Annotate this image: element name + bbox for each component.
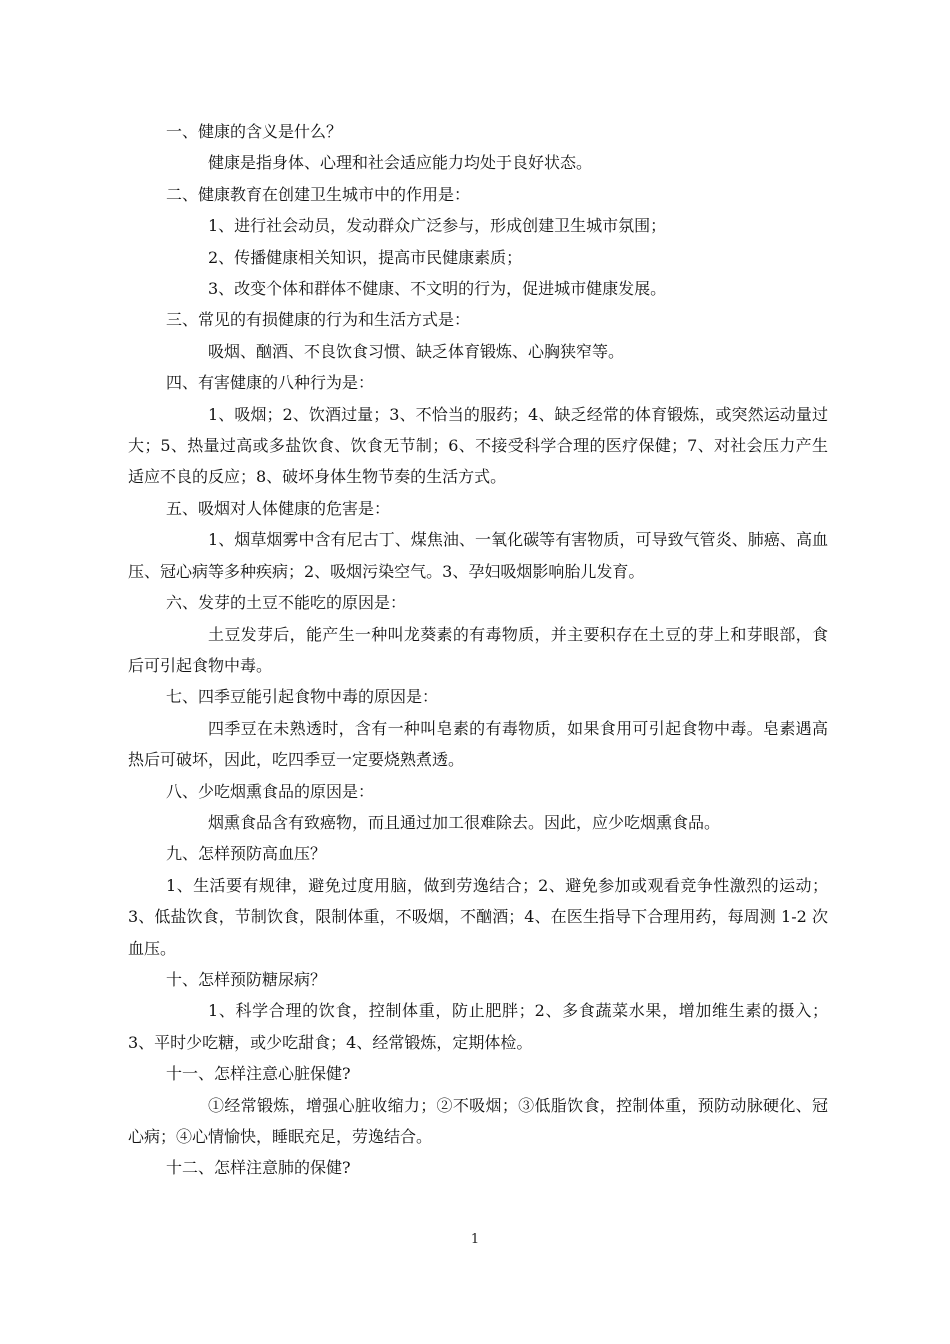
section-heading: 四、有害健康的八种行为是： <box>166 373 375 393</box>
section-answer: 土豆发芽后，能产生一种叫龙葵素的有毒物质，并主要积存在土豆的芽上和芽眼部，食后可引起食物中毒。 <box>128 624 828 675</box>
section-heading: 1、生活要有规律，避免过度用脑，做到劳逸结合；2、避免参加或观看竞争性激烈的运动；3、低盐饮食，节制饮食，限制体重，不吸烟，不酗酒；4、在医生指导下合理用药，每周测 1-2 次血压。 <box>128 875 828 958</box>
section-heading: 二、健康教育在创建卫生城市中的作用是： <box>166 184 471 204</box>
section-heading: 九、怎样预防高血压？ <box>166 844 327 864</box>
section-answer: 1、科学合理的饮食，控制体重，防止肥胖；2、多食蔬菜水果，增加维生素的摄入；3、平时少吃糖，或少吃甜食；4、经常锻炼，定期体检。 <box>128 1001 828 1052</box>
section-answer: 四季豆在未熟透时，含有一种叫皂素的有毒物质，如果食用可引起食物中毒。皂素遇高热后可破坏，因此，吃四季豆一定要烧熟煮透。 <box>128 718 828 770</box>
section-answer: 烟熏食品含有致癌物，而且通过加工很难除去。因此，应少吃烟熏食品。 <box>208 812 721 832</box>
section-answer: 吸烟、酗酒、不良饮食习惯、缺乏体育锻炼、心胸狭窄等。 <box>208 341 625 361</box>
section-heading: 八、少吃烟熏食品的原因是： <box>166 781 375 801</box>
section-heading: 一、健康的含义是什么？ <box>166 122 343 141</box>
document-body <box>128 116 828 1184</box>
section-heading: 十二、怎样注意肺的保健? <box>166 1158 351 1178</box>
section-heading: 三、常见的有损健康的行为和生活方式是： <box>166 310 471 330</box>
section-answer: 1、吸烟；2、饮酒过量；3、不恰当的服药；4、缺乏经常的体育锻炼，或突然运动量过大；5、热量过高或多盐饮食、饮食无节制；6、不接受科学合理的医疗保健；7、对社会压力产生适应不良的反应；8、破坏身体生物节奏的生活方式。 <box>128 404 828 487</box>
section-heading: 十、怎样预防糖尿病？ <box>166 969 327 989</box>
section-heading: 七、四季豆能引起食物中毒的原因是： <box>166 687 439 707</box>
section-answer: 1、烟草烟雾中含有尼古丁、煤焦油、一氧化碳等有害物质，可导致气管炎、肺癌、高血压、冠心病等多种疾病；2、吸烟污染空气。3、孕妇吸烟影响胎儿发育。 <box>128 530 828 581</box>
section-heading: 五、吸烟对人体健康的危害是： <box>166 498 391 518</box>
section-answer: ①经常锻炼，增强心脏收缩力；②不吸烟；③低脂饮食，控制体重，预防动脉硬化、冠心病；④心情愉快，睡眠充足，劳逸结合。 <box>128 1095 828 1146</box>
section-answer: 2、传播健康相关知识，提高市民健康素质； <box>208 247 523 267</box>
section-heading: 十一、怎样注意心脏保健? <box>166 1064 351 1084</box>
page-number: 1 <box>470 1232 480 1247</box>
section-answer: 1、进行社会动员，发动群众广泛参与，形成创建卫生城市氛围； <box>208 216 667 236</box>
section-answer: 3、改变个体和群体不健康、不文明的行为，促进城市健康发展。 <box>208 279 667 299</box>
section-answer: 健康是指身体、心理和社会适应能力均处于良好状态。 <box>208 153 593 173</box>
section-heading: 六、发芽的土豆不能吃的原因是： <box>166 593 407 613</box>
